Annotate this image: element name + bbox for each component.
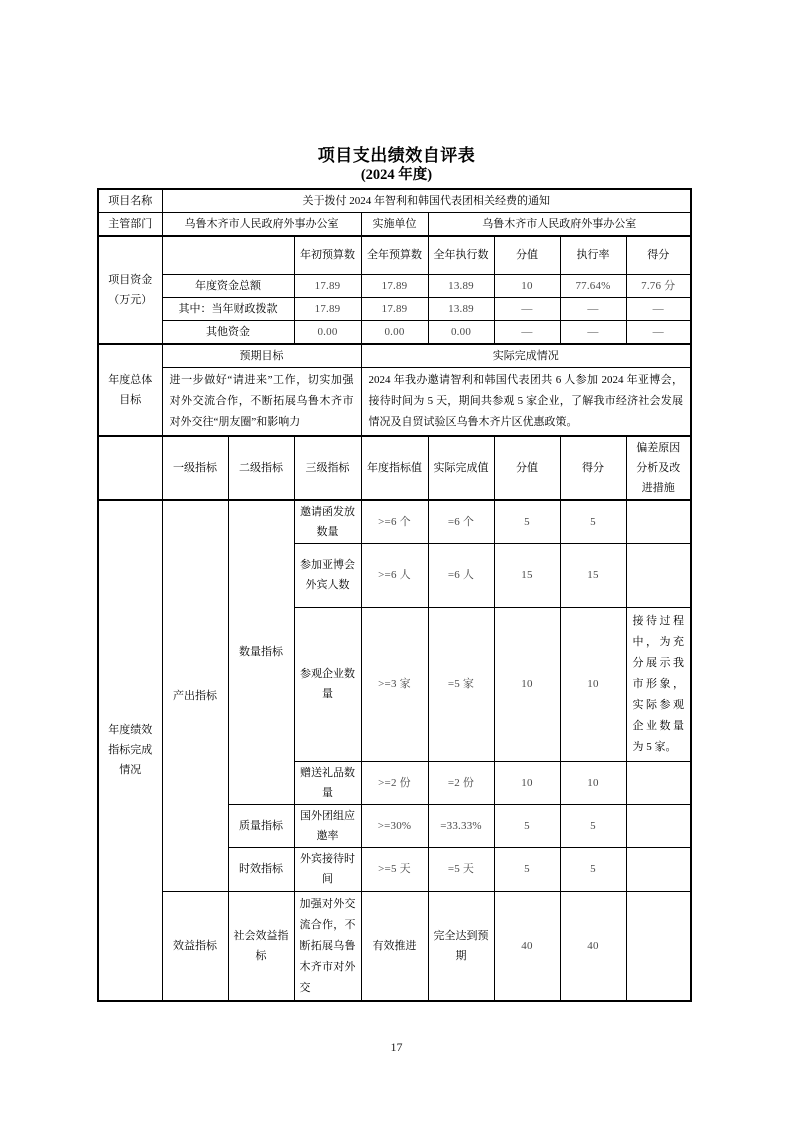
actual-completion-header: 实际完成情况 — [361, 344, 691, 368]
funds-fiscal-executed: 13.89 — [428, 297, 494, 320]
indicator-weight: 5 — [494, 500, 560, 544]
table-row — [98, 297, 691, 320]
funds-other-label: 其他资金 — [162, 320, 294, 344]
indicator-name: 加强对外交流合作，不断拓展乌鲁木齐市对外交 — [294, 891, 361, 1001]
funds-header-initial-budget: 年初预算数 — [294, 236, 361, 274]
indicator-name: 赠送礼品数量 — [294, 761, 361, 804]
impl-unit-label: 实施单位 — [361, 213, 428, 237]
funds-fiscal-weight: — — [494, 297, 560, 320]
funds-other-budget: 0.00 — [361, 320, 428, 344]
funds-blank-cell — [162, 236, 294, 274]
indicator-score: 15 — [560, 543, 626, 607]
indicator-name: 邀请函发放数量 — [294, 500, 361, 544]
indicator-actual: =5 家 — [428, 607, 494, 761]
funds-fiscal-rate: — — [560, 297, 626, 320]
page-number: 17 — [390, 1040, 403, 1054]
expected-goal-text: 进一步做好“请进来”工作，切实加强对外交流合作，不断拓展乌鲁木齐市对外交往“朋友圈”和影响力 — [162, 367, 361, 436]
indicator-target: 有效推进 — [361, 891, 428, 1001]
indicator-actual: =2 份 — [428, 761, 494, 804]
funds-header-year-executed: 全年执行数 — [428, 236, 494, 274]
indicator-header-actual: 实际完成值 — [428, 436, 494, 500]
self-evaluation-table — [97, 188, 692, 1002]
funds-other-score: — — [626, 320, 691, 344]
page-title: 项目支出绩效自评表 — [317, 146, 476, 165]
table-row — [98, 891, 691, 1001]
actual-completion-text: 2024 年我办邀请智利和韩国代表团共 6 人参加 2024 年亚博会，接待时间为 5 天，期间共参观 5 家企业，了解我市经济社会发展情况及自贸试验区乌鲁木齐片区优惠政策。 — [361, 367, 691, 436]
indicator-actual: =6 个 — [428, 500, 494, 544]
indicator-target: >=3 家 — [361, 607, 428, 761]
funds-total-label: 年度资金总额 — [162, 274, 294, 297]
level2-quality-indicator: 质量指标 — [228, 804, 294, 847]
table-row — [98, 320, 691, 344]
indicator-header-deviation: 偏差原因分析及改进措施 — [626, 436, 691, 500]
indicators-section-label: 年度绩效指标完成情况 — [98, 500, 162, 1001]
funds-total-budget: 17.89 — [361, 274, 428, 297]
indicator-weight: 5 — [494, 804, 560, 847]
indicator-deviation — [626, 500, 691, 544]
funds-other-rate: — — [560, 320, 626, 344]
indicator-target: >=5 天 — [361, 847, 428, 891]
funds-total-weight: 10 — [494, 274, 560, 297]
level2-social-benefit-indicator: 社会效益指标 — [228, 891, 294, 1001]
project-name-label: 项目名称 — [98, 189, 162, 213]
funds-total-rate: 77.64% — [560, 274, 626, 297]
indicator-deviation — [626, 804, 691, 847]
indicator-score: 40 — [560, 891, 626, 1001]
indicator-weight: 5 — [494, 847, 560, 891]
indicator-target: >=30% — [361, 804, 428, 847]
indicator-score: 10 — [560, 761, 626, 804]
indicator-header-blank-cell — [98, 436, 162, 500]
indicator-target: >=6 人 — [361, 543, 428, 607]
indicator-actual: 完全达到预期 — [428, 891, 494, 1001]
indicator-weight: 40 — [494, 891, 560, 1001]
funds-header-execution-rate: 执行率 — [560, 236, 626, 274]
funds-total-executed: 13.89 — [428, 274, 494, 297]
indicator-header-level2: 二级指标 — [228, 436, 294, 500]
indicator-deviation: 接待过程中，为充分展示我市形象，实际参观企业数量为 5 家。 — [626, 607, 691, 761]
indicator-header-level1: 一级指标 — [162, 436, 228, 500]
indicator-weight: 15 — [494, 543, 560, 607]
level1-benefit-indicator: 效益指标 — [162, 891, 228, 1001]
annual-goal-section-label: 年度总体目标 — [98, 344, 162, 436]
indicator-score: 5 — [560, 847, 626, 891]
level2-quantity-indicator: 数量指标 — [228, 500, 294, 805]
indicator-target: >=6 个 — [361, 500, 428, 544]
indicator-actual: =5 天 — [428, 847, 494, 891]
indicator-name: 外宾接待时间 — [294, 847, 361, 891]
table-row — [98, 274, 691, 297]
dept-label: 主管部门 — [98, 213, 162, 237]
table-row — [98, 500, 691, 544]
funds-fiscal-score: — — [626, 297, 691, 320]
indicator-name: 参观企业数量 — [294, 607, 361, 761]
expected-goal-header: 预期目标 — [162, 344, 361, 368]
indicator-actual: =6 人 — [428, 543, 494, 607]
funds-fiscal-initial: 17.89 — [294, 297, 361, 320]
funds-header-score: 得分 — [626, 236, 691, 274]
indicator-weight: 10 — [494, 761, 560, 804]
indicator-header-target: 年度指标值 — [361, 436, 428, 500]
funds-other-weight: — — [494, 320, 560, 344]
project-name-value: 关于拨付 2024 年智利和韩国代表团相关经费的通知 — [162, 189, 691, 213]
funds-total-score: 7.76 分 — [626, 274, 691, 297]
indicator-header-weight: 分值 — [494, 436, 560, 500]
funds-fiscal-label: 其中：当年财政拨款 — [162, 297, 294, 320]
indicator-actual: =33.33% — [428, 804, 494, 847]
indicator-deviation — [626, 761, 691, 804]
indicator-header-level3: 三级指标 — [294, 436, 361, 500]
indicator-name: 国外团组应邀率 — [294, 804, 361, 847]
dept-value: 乌鲁木齐市人民政府外事办公室 — [162, 213, 361, 237]
indicator-deviation — [626, 543, 691, 607]
indicator-deviation — [626, 847, 691, 891]
level2-timeliness-indicator: 时效指标 — [228, 847, 294, 891]
funds-fiscal-budget: 17.89 — [361, 297, 428, 320]
funds-other-executed: 0.00 — [428, 320, 494, 344]
impl-unit-value: 乌鲁木齐市人民政府外事办公室 — [428, 213, 691, 237]
indicator-score: 5 — [560, 804, 626, 847]
indicator-score: 10 — [560, 607, 626, 761]
page-subtitle: (2024 年度) — [360, 167, 433, 183]
indicator-name: 参加亚博会外宾人数 — [294, 543, 361, 607]
funds-header-score-weight: 分值 — [494, 236, 560, 274]
indicator-header-score: 得分 — [560, 436, 626, 500]
funds-other-initial: 0.00 — [294, 320, 361, 344]
level1-output-indicator: 产出指标 — [162, 500, 228, 892]
funds-header-year-budget: 全年预算数 — [361, 236, 428, 274]
indicator-deviation — [626, 891, 691, 1001]
funds-section-label: 项目资金（万元） — [98, 236, 162, 344]
indicator-weight: 10 — [494, 607, 560, 761]
funds-total-initial: 17.89 — [294, 274, 361, 297]
indicator-target: >=2 份 — [361, 761, 428, 804]
indicator-score: 5 — [560, 500, 626, 544]
